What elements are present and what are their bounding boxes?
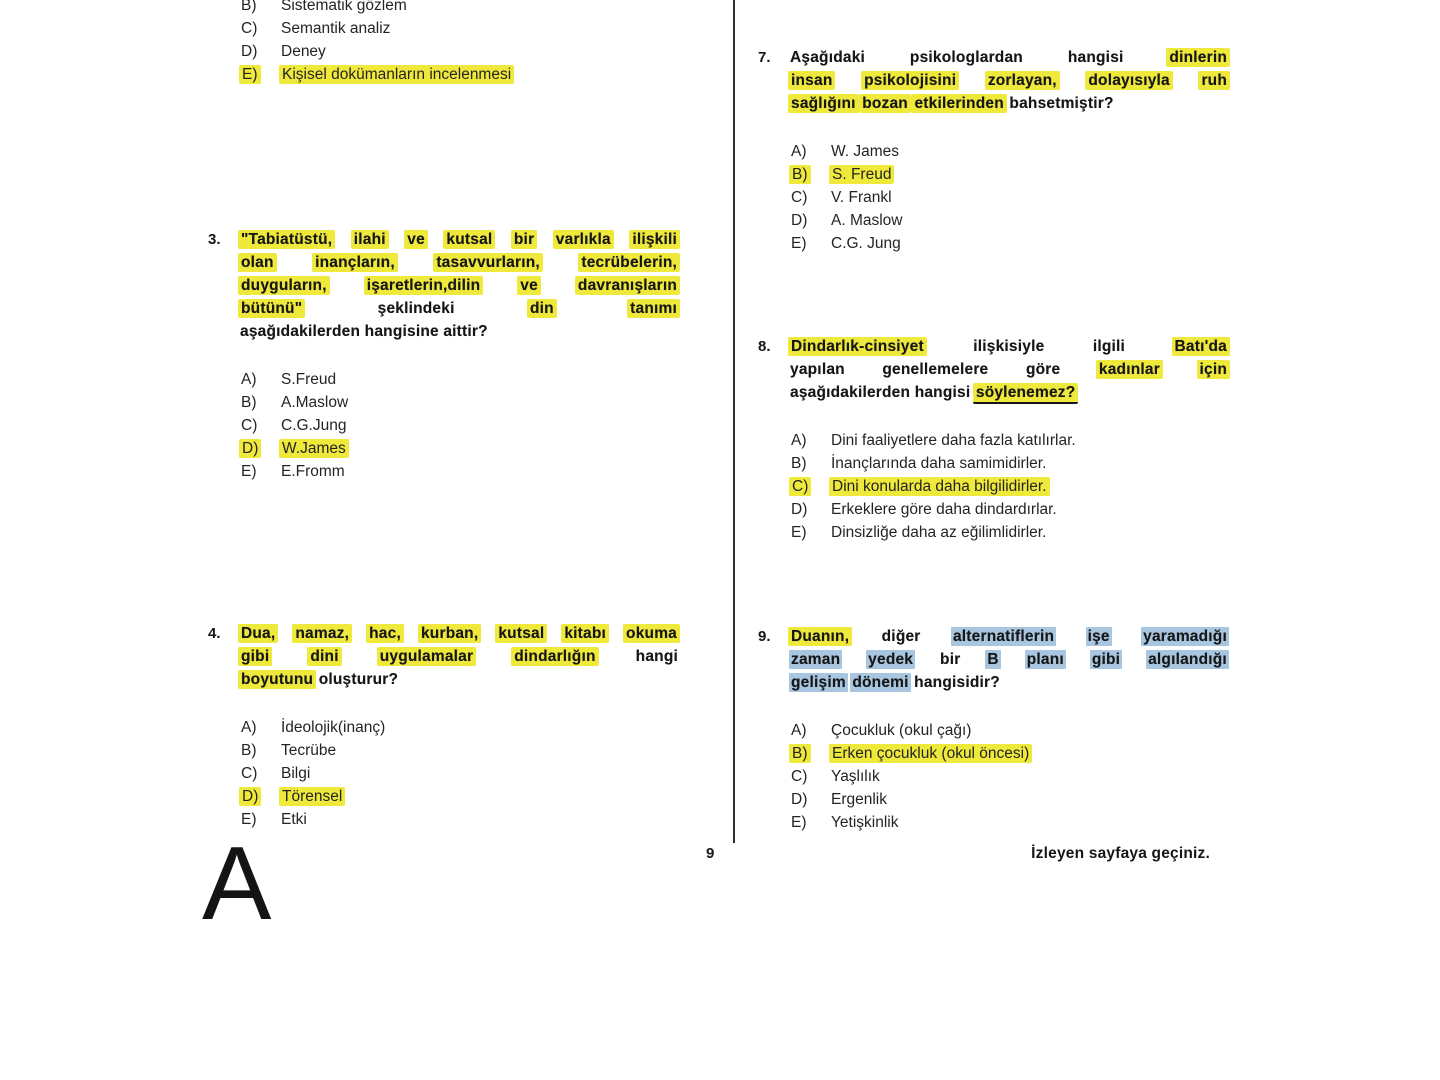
question-text-line (240, 297, 678, 320)
highlight-mark: B) (789, 165, 811, 184)
option-letter-text: E) (241, 463, 257, 480)
option-text-content: Deney (281, 43, 326, 60)
question-number: 4. (208, 625, 221, 642)
option-letter-text: D) (791, 212, 808, 229)
highlight-mark: insan (788, 71, 835, 90)
option-text (831, 788, 1234, 811)
option-letter (241, 460, 281, 483)
option-letter (241, 368, 281, 391)
question-text-line (790, 46, 1228, 69)
highlight-mark: zaman (791, 651, 841, 668)
option-row (791, 232, 1234, 255)
partial-question-options (241, 0, 683, 86)
question-4 (208, 622, 684, 831)
option-letter (241, 391, 281, 414)
highlight-mark: E) (239, 65, 261, 84)
highlight-mark: psikolojisini (861, 71, 959, 90)
option-text-content: E.Fromm (281, 463, 345, 480)
option-row (791, 452, 1234, 475)
option-text-content: Erkeklere göre daha dindardırlar. (831, 501, 1057, 518)
question-text (240, 228, 678, 343)
option-letter (241, 17, 281, 40)
option-letter (241, 40, 281, 63)
highlight-mark: Kişisel dokümanların incelenmesi (279, 65, 514, 84)
option-row (241, 414, 684, 437)
option-row (241, 460, 684, 483)
option-text (831, 163, 1234, 186)
option-text (281, 63, 683, 86)
question-text-line (790, 671, 1228, 694)
highlight-mark: ve (517, 276, 541, 295)
option-letter (241, 63, 281, 86)
option-row (791, 811, 1234, 834)
text-segment: psikologlardan (909, 49, 1023, 66)
text-segment: oluşturur? (318, 671, 399, 688)
question-text-line (240, 251, 678, 274)
option-row (791, 186, 1234, 209)
highlight-mark: işe (1087, 628, 1110, 645)
option-letter (791, 719, 831, 742)
option-letter (791, 429, 831, 452)
question-text-line (790, 381, 1228, 404)
option-row (241, 437, 684, 460)
question-text-line (240, 274, 678, 297)
highlight-mark: tanımı (627, 299, 680, 318)
option-text-content: İnançlarında daha samimidirler. (831, 455, 1047, 472)
option-letter-text: E) (241, 811, 257, 828)
option-row (791, 719, 1234, 742)
highlight-mark: söylenemez? (973, 383, 1079, 404)
highlight-mark: Erken çocukluk (okul öncesi) (829, 744, 1032, 763)
text-segment: hangi (635, 648, 678, 665)
option-text (831, 498, 1234, 521)
question-text-line (790, 335, 1228, 358)
highlight-mark: B (987, 651, 999, 668)
option-row (791, 163, 1234, 186)
option-text (831, 232, 1234, 255)
text-segment: ilişkisiyle (973, 338, 1045, 355)
option-text-content: Etki (281, 811, 307, 828)
text-segment: ilgili (1092, 338, 1126, 355)
option-row (791, 140, 1234, 163)
option-letter-text: E) (791, 814, 807, 831)
question-text-line (240, 228, 678, 251)
option-text (281, 762, 684, 785)
highlight-mark: B) (789, 744, 811, 763)
question-text-line (240, 622, 678, 645)
option-text-content: Ergenlik (831, 791, 887, 808)
highlight-mark: bir (511, 230, 537, 249)
option-text-content: C.G.Jung (281, 417, 347, 434)
highlight-mark: Dindarlık-cinsiyet (788, 337, 927, 356)
text-segment: Aşağıdaki (790, 49, 866, 66)
option-text-content: Yetişkinlik (831, 814, 899, 831)
question-text-line (790, 92, 1228, 115)
text-segment: hangisi (914, 384, 971, 401)
option-row (241, 40, 683, 63)
highlight-mark: boyutunu (238, 670, 316, 689)
highlight-mark: dinlerin (1166, 48, 1230, 67)
option-letter-text: B) (241, 394, 257, 411)
highlight-mark: zorlayan, (985, 71, 1060, 90)
highlight-mark: ve (404, 230, 428, 249)
booklet-letter: A (202, 826, 272, 942)
highlight-mark: kurban, (418, 624, 481, 643)
highlight-mark: kadınlar (1096, 360, 1163, 379)
option-letter-text: C) (791, 768, 808, 785)
question-9 (758, 625, 1234, 834)
question-text-line (790, 625, 1228, 648)
text-segment: yapılan (790, 361, 845, 378)
option-row (241, 716, 684, 739)
option-letter (791, 521, 831, 544)
highlight-mark: Batı'da (1172, 337, 1230, 356)
option-letter (791, 788, 831, 811)
option-letter-text: B) (241, 742, 257, 759)
highlight-mark: dönemi (852, 674, 909, 691)
highlight-mark: davranışların (575, 276, 680, 295)
option-text (281, 368, 684, 391)
highlight-mark: C) (789, 477, 811, 496)
highlight-mark: D) (239, 787, 261, 806)
question-text-line (790, 358, 1228, 381)
highlight-mark: Törensel (279, 787, 345, 806)
option-row (791, 742, 1234, 765)
option-text (831, 140, 1234, 163)
option-text (281, 716, 684, 739)
options-list (241, 368, 684, 483)
option-text (281, 414, 684, 437)
option-text-content: Bilgi (281, 765, 311, 782)
highlight-mark: gibi (1091, 651, 1121, 668)
option-letter (791, 186, 831, 209)
question-number: 9. (758, 628, 771, 645)
highlight-mark: ilahi (351, 230, 389, 249)
highlight-mark: gelişim (791, 674, 846, 691)
option-letter-text: D) (791, 791, 808, 808)
option-letter (791, 232, 831, 255)
option-row (241, 785, 684, 808)
footer-note: İzleyen sayfaya geçiniz. (1031, 845, 1210, 862)
option-row (791, 788, 1234, 811)
question-8 (758, 335, 1234, 544)
option-text (281, 785, 684, 808)
highlight-mark: ruh (1198, 71, 1230, 90)
highlight-mark: dindarlığın (511, 647, 598, 666)
option-letter (241, 739, 281, 762)
highlight-mark: yedek (868, 651, 914, 668)
highlight-mark: kutsal (495, 624, 547, 643)
option-letter (791, 209, 831, 232)
highlight-mark: planı (1026, 651, 1064, 668)
question-text (240, 622, 678, 691)
highlight-mark: S. Freud (829, 165, 894, 184)
options-list (791, 429, 1234, 544)
highlight-mark: alternatiflerin (952, 628, 1055, 645)
options-list (241, 716, 684, 831)
option-letter-text: C) (241, 417, 258, 434)
highlight-mark: Duanın, (788, 627, 852, 646)
text-segment: aşağıdakilerden hangisine aittir? (240, 323, 488, 340)
option-text-content: Sistematik gözlem (281, 0, 407, 14)
option-text (281, 739, 684, 762)
option-text (281, 40, 683, 63)
option-text (831, 452, 1234, 475)
option-text-content: Yaşlılık (831, 768, 880, 785)
highlight-mark: bozan (859, 94, 911, 113)
highlight-mark: W.James (279, 439, 349, 458)
highlight-mark: Dua, (238, 624, 278, 643)
highlight-mark: bütünü" (238, 299, 305, 318)
text-segment: hangisi (1067, 49, 1124, 66)
option-letter-text: A) (791, 722, 807, 739)
highlight-mark: algılandığı (1148, 651, 1227, 668)
option-text-content: A.Maslow (281, 394, 349, 411)
options-list (791, 140, 1234, 255)
option-letter-text: A) (791, 432, 807, 449)
highlight-mark: okuma (623, 624, 680, 643)
option-row (241, 739, 684, 762)
option-letter-text: C) (241, 765, 258, 782)
text-segment: bir (940, 651, 961, 668)
highlight-mark: için (1197, 360, 1231, 379)
option-letter-text: C) (241, 20, 258, 37)
option-text-content: Çocukluk (okul çağı) (831, 722, 972, 739)
question-text (790, 46, 1228, 115)
option-text (831, 429, 1234, 452)
option-letter (791, 742, 831, 765)
text-segment: bahsetmiştir? (1009, 95, 1114, 112)
question-3 (208, 228, 684, 483)
option-row (241, 762, 684, 785)
option-letter (791, 140, 831, 163)
highlight-mark: işaretlerin,dilin (364, 276, 484, 295)
option-letter-text: B) (791, 455, 807, 472)
highlight-mark: duyguların, (238, 276, 330, 295)
option-letter-text: A) (241, 371, 257, 388)
option-row (241, 808, 684, 831)
option-row (241, 391, 684, 414)
highlight-mark: tasavvurların, (433, 253, 543, 272)
option-text (831, 209, 1234, 232)
option-letter (241, 414, 281, 437)
option-letter (791, 811, 831, 834)
option-text-content: Dinsizliğe daha az eğilimlidirler. (831, 524, 1047, 541)
option-text (831, 765, 1234, 788)
option-letter (791, 452, 831, 475)
option-letter-text: E) (791, 524, 807, 541)
question-text-line (790, 648, 1228, 671)
option-text (831, 475, 1234, 498)
highlight-mark: ilişkili (629, 230, 680, 249)
option-letter-text: E) (791, 235, 807, 252)
page-number: 9 (706, 845, 715, 862)
highlight-mark: inançların, (312, 253, 398, 272)
option-text (281, 17, 683, 40)
option-letter (241, 785, 281, 808)
column-divider (733, 0, 735, 843)
option-row (241, 0, 683, 17)
option-letter-text: D) (791, 501, 808, 518)
option-letter-text: A) (241, 719, 257, 736)
option-text (831, 521, 1234, 544)
option-text-content: V. Frankl (831, 189, 892, 206)
highlight-mark: "Tabiatüstü, (238, 230, 335, 249)
option-text-content: S.Freud (281, 371, 337, 388)
highlight-mark: sağlığını (788, 94, 859, 113)
highlight-mark: tecrübelerin, (578, 253, 680, 272)
question-text-line (240, 320, 678, 343)
option-text (831, 742, 1234, 765)
option-text (281, 391, 684, 414)
option-row (791, 498, 1234, 521)
option-letter (791, 163, 831, 186)
option-row (791, 429, 1234, 452)
option-text-content: C.G. Jung (831, 235, 901, 252)
highlight-mark: D) (239, 439, 261, 458)
text-segment: hangisidir? (914, 674, 1000, 691)
option-row (241, 63, 683, 86)
text-segment: diğer (881, 628, 921, 645)
option-letter (241, 716, 281, 739)
option-row (791, 765, 1234, 788)
text-segment: şeklindeki (377, 300, 455, 317)
highlight-mark: Dini konularda daha bilgilidirler. (829, 477, 1050, 496)
option-letter (791, 475, 831, 498)
option-text (831, 186, 1234, 209)
question-number: 3. (208, 231, 221, 248)
highlight-mark: dolayısıyla (1085, 71, 1172, 90)
option-text (831, 811, 1234, 834)
question-number: 7. (758, 49, 771, 66)
question-text (790, 335, 1228, 404)
highlight-mark: dini (307, 647, 341, 666)
highlight-mark: varlıkla (553, 230, 614, 249)
option-text (831, 719, 1234, 742)
question-text (790, 625, 1228, 694)
highlight-mark: kutsal (443, 230, 495, 249)
option-text-content: İdeolojik(inanç) (281, 719, 386, 736)
option-text (281, 0, 683, 17)
option-letter (791, 765, 831, 788)
option-letter (241, 762, 281, 785)
question-text-line (790, 69, 1228, 92)
options-list (791, 719, 1234, 834)
highlight-mark: yaramadığı (1143, 628, 1227, 645)
option-text-content: Semantik analiz (281, 20, 391, 37)
option-letter (241, 0, 281, 17)
option-text (281, 437, 684, 460)
option-letter (791, 498, 831, 521)
highlight-mark: uygulamalar (377, 647, 477, 666)
option-row (241, 17, 683, 40)
option-row (791, 475, 1234, 498)
highlight-mark: namaz, (292, 624, 352, 643)
option-letter-text: A) (791, 143, 807, 160)
question-text-line (240, 668, 678, 691)
highlight-mark: etkilerinden (911, 94, 1006, 113)
highlight-mark: hac, (366, 624, 404, 643)
text-segment: aşağıdakilerden (790, 384, 911, 401)
option-text-content: Tecrübe (281, 742, 337, 759)
option-row (791, 521, 1234, 544)
option-row (791, 209, 1234, 232)
option-text (281, 460, 684, 483)
option-letter (241, 437, 281, 460)
text-segment: genellemelere (882, 361, 989, 378)
option-letter-text: C) (791, 189, 808, 206)
option-letter-text: D) (241, 43, 258, 60)
question-text-line (240, 645, 678, 668)
highlight-mark: kitabı (561, 624, 609, 643)
question-number: 8. (758, 338, 771, 355)
option-text (281, 808, 684, 831)
option-text-content: A. Maslow (831, 212, 903, 229)
option-text-content: Dini faaliyetlere daha fazla katılırlar. (831, 432, 1076, 449)
highlight-mark: gibi (238, 647, 272, 666)
option-text-content: W. James (831, 143, 900, 160)
question-7 (758, 46, 1234, 255)
text-segment: göre (1025, 361, 1061, 378)
option-row (241, 368, 684, 391)
highlight-mark: olan (238, 253, 277, 272)
option-letter-text: B) (241, 0, 257, 14)
highlight-mark: din (527, 299, 557, 318)
